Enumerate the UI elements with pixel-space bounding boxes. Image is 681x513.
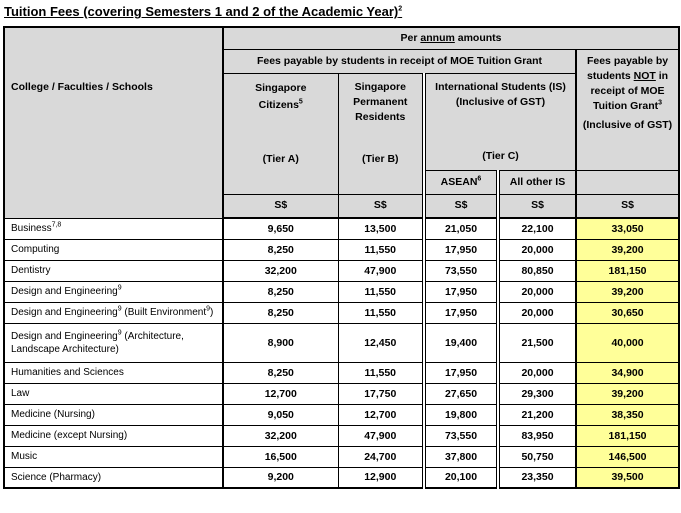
- fee-value: 50,750: [498, 446, 576, 467]
- fee-value: 24,700: [338, 446, 424, 467]
- fee-value: 17,950: [424, 302, 498, 323]
- fee-value: 8,250: [223, 281, 338, 302]
- fee-value: 47,900: [338, 260, 424, 281]
- fee-value: 47,900: [338, 425, 424, 446]
- currency-header-all-other: S$: [498, 194, 576, 218]
- fee-value: 19,400: [424, 323, 498, 362]
- fee-value: 17,950: [424, 362, 498, 383]
- page-title: [4, 3, 681, 20]
- fee-value: 73,550: [424, 425, 498, 446]
- row-label-text: Music: [11, 451, 38, 462]
- footnote-sup: 3: [658, 99, 663, 106]
- row-label: [4, 323, 223, 362]
- row-label-text: Dentistry: [11, 265, 51, 276]
- table-row: [4, 218, 679, 239]
- row-label: [4, 302, 223, 323]
- spr-name: [339, 80, 423, 125]
- fee-value: 73,550: [424, 260, 498, 281]
- table-row: [4, 260, 679, 281]
- table-row: [4, 281, 679, 302]
- sc-line2: Citizens: [258, 98, 299, 111]
- fee-value: 83,950: [498, 425, 576, 446]
- row-label-text: Medicine (Nursing): [11, 409, 95, 420]
- row-label: [4, 218, 223, 239]
- fee-value: 8,900: [223, 323, 338, 362]
- no-grant-text2: in receipt of MOE Tuition Grant: [590, 69, 669, 112]
- empty-header-cell: [576, 170, 679, 194]
- fee-value: 146,500: [576, 446, 679, 467]
- column-header-asean: [424, 170, 498, 194]
- fee-value: 17,750: [338, 383, 424, 404]
- row-label: [4, 362, 223, 383]
- table-row: [4, 323, 679, 362]
- table-row: [4, 383, 679, 404]
- row-label-text: Business: [11, 223, 52, 234]
- row-label-text: Design and Engineering: [11, 330, 118, 342]
- tier-b-label: (Tier B): [361, 152, 399, 165]
- column-header-permanent-residents: [338, 73, 424, 194]
- is-line1: International Students (IS): [435, 80, 566, 93]
- column-header-singapore-citizens: [223, 73, 338, 194]
- row-label-text: Design and Engineering: [11, 307, 118, 318]
- fee-value: 8,250: [223, 362, 338, 383]
- fee-value: 8,250: [223, 302, 338, 323]
- footnote-sup: 5: [298, 98, 303, 105]
- spr-line3: Residents: [355, 110, 406, 123]
- fees-table-body: [4, 218, 679, 488]
- tier-a-label: (Tier A): [262, 152, 299, 165]
- currency-header-tier-b: S$: [338, 194, 424, 218]
- fee-value: 9,050: [223, 404, 338, 425]
- header-row-per-annum: [4, 27, 679, 49]
- fee-value: 20,000: [498, 302, 576, 323]
- footnote-sup: 9: [117, 284, 122, 292]
- row-label: [4, 404, 223, 425]
- table-row: [4, 446, 679, 467]
- fee-value: 11,550: [338, 362, 424, 383]
- footnote-sup: 6: [477, 175, 482, 182]
- fee-value: 32,200: [223, 425, 338, 446]
- per-annum-underlined: annum: [420, 31, 455, 44]
- fee-value: 39,200: [576, 383, 679, 404]
- footnote-sup: 9: [117, 305, 122, 313]
- is-name: [426, 80, 575, 110]
- row-label-text: Law: [11, 388, 30, 399]
- fee-value: 27,650: [424, 383, 498, 404]
- row-label: [4, 467, 223, 488]
- row-label-text: Science (Pharmacy): [11, 471, 102, 483]
- fee-value: 22,100: [498, 218, 576, 239]
- fee-value: 12,450: [338, 323, 424, 362]
- table-row: [4, 404, 679, 425]
- title-footnote-sup: 2: [398, 5, 403, 13]
- fee-value: 38,350: [576, 404, 679, 425]
- fee-value: 40,000: [576, 323, 679, 362]
- is-line2: (Inclusive of GST): [455, 95, 546, 108]
- sc-name: [224, 80, 338, 114]
- fee-value: 20,000: [498, 281, 576, 302]
- page-title-text: Tuition Fees (covering Semesters 1 and 2 of the Academic Year): [4, 4, 399, 19]
- row-label-text: Computing: [11, 244, 60, 255]
- column-header-all-other-is: All other IS: [498, 170, 576, 194]
- row-label-text: (Architecture,: [121, 330, 184, 342]
- row-label: [4, 281, 223, 302]
- asean-text: ASEAN: [440, 175, 478, 188]
- fee-value: 29,300: [498, 383, 576, 404]
- fee-value: 23,350: [498, 467, 576, 488]
- sc-line1: Singapore: [255, 81, 307, 94]
- fee-value: 11,550: [338, 302, 424, 323]
- spr-line2: Permanent: [353, 95, 408, 108]
- fee-value: 20,000: [498, 362, 576, 383]
- header-per-annum: [223, 27, 679, 49]
- fee-value: 181,150: [576, 425, 679, 446]
- table-row: [4, 239, 679, 260]
- row-label-text: ): [210, 307, 214, 318]
- header-no-grant: [576, 49, 679, 170]
- table-row: [4, 302, 679, 323]
- row-label: [4, 383, 223, 404]
- table-row: [4, 467, 679, 488]
- currency-header-asean: S$: [424, 194, 498, 218]
- row-label-text: Landscape Architecture): [11, 343, 119, 355]
- no-grant-not-underlined: NOT: [633, 69, 656, 82]
- tier-c-label: (Tier C): [482, 149, 519, 162]
- row-label-text: Medicine (except Nursing): [11, 430, 128, 441]
- fee-value: 9,650: [223, 218, 338, 239]
- table-row: [4, 362, 679, 383]
- fee-value: 20,000: [498, 239, 576, 260]
- table-row: [4, 425, 679, 446]
- fee-value: 19,800: [424, 404, 498, 425]
- footnote-sup: 9: [117, 329, 122, 337]
- fee-value: 21,200: [498, 404, 576, 425]
- currency-header-tier-a: S$: [223, 194, 338, 218]
- header-no-grant-line1: [580, 54, 675, 114]
- row-label-text: (Built Environment: [121, 307, 207, 318]
- fee-value: 37,800: [424, 446, 498, 467]
- per-annum-text: Per: [400, 31, 421, 44]
- fee-value: 17,950: [424, 239, 498, 260]
- row-label-text: Humanities and Sciences: [11, 367, 124, 378]
- column-header-college: College / Faculties / Schools: [4, 27, 223, 218]
- no-grant-text: Fees payable by students: [586, 54, 669, 82]
- row-label-text: Design and Engineering: [11, 286, 118, 297]
- row-label: [4, 425, 223, 446]
- spr-line1: Singapore: [354, 80, 406, 93]
- row-label: [4, 446, 223, 467]
- fee-value: 12,900: [338, 467, 424, 488]
- fee-value: 11,550: [338, 239, 424, 260]
- fee-value: 33,050: [576, 218, 679, 239]
- column-header-international-students: [424, 73, 576, 170]
- fee-value: 32,200: [223, 260, 338, 281]
- fee-value: 8,250: [223, 239, 338, 260]
- fee-value: 39,200: [576, 239, 679, 260]
- header-no-grant-gst: (Inclusive of GST): [582, 118, 673, 131]
- fee-value: 11,550: [338, 281, 424, 302]
- fee-value: 12,700: [223, 383, 338, 404]
- currency-header-no-grant: S$: [576, 194, 679, 218]
- fee-value: 21,500: [498, 323, 576, 362]
- header-moe-grant: Fees payable by students in receipt of MOE Tuition Grant: [223, 49, 576, 73]
- fee-value: 17,950: [424, 281, 498, 302]
- fee-value: 16,500: [223, 446, 338, 467]
- fee-value: 39,500: [576, 467, 679, 488]
- fee-value: 80,850: [498, 260, 576, 281]
- fee-value: 39,200: [576, 281, 679, 302]
- fee-value: 181,150: [576, 260, 679, 281]
- footnote-sup: 7,8: [51, 221, 62, 229]
- row-label: [4, 260, 223, 281]
- fee-value: 9,200: [223, 467, 338, 488]
- footnote-sup: 9: [206, 305, 211, 313]
- fee-value: 34,900: [576, 362, 679, 383]
- fee-value: 13,500: [338, 218, 424, 239]
- row-label: [4, 239, 223, 260]
- per-annum-text-post: amounts: [454, 31, 502, 44]
- fees-table: [3, 26, 680, 489]
- fee-value: 12,700: [338, 404, 424, 425]
- fee-value: 20,100: [424, 467, 498, 488]
- is-inner: [426, 74, 575, 170]
- fee-value: 30,650: [576, 302, 679, 323]
- fee-value: 21,050: [424, 218, 498, 239]
